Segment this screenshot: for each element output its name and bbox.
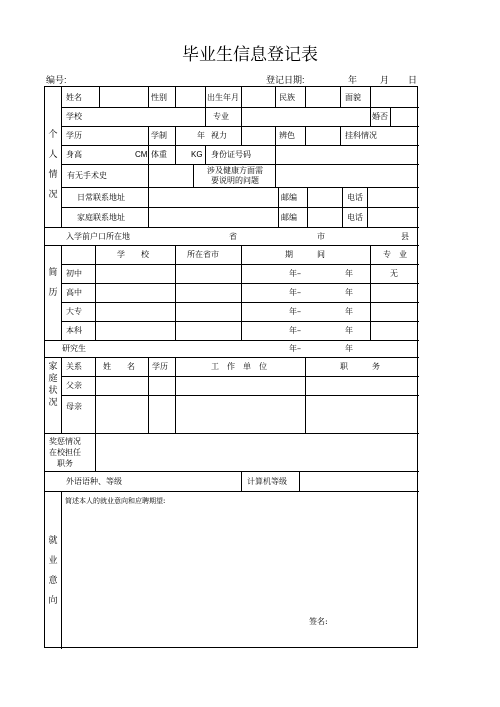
resume-major-header: 专 业 xyxy=(383,250,407,259)
col-rule xyxy=(148,145,149,164)
row-rule xyxy=(61,302,419,303)
col-rule xyxy=(148,357,149,433)
col-rule xyxy=(241,107,242,126)
family-relation: 父亲 xyxy=(66,381,82,390)
col-rule xyxy=(175,357,176,433)
col-rule xyxy=(299,471,300,491)
col-rule xyxy=(305,357,306,433)
awards-label-2: 在校担任 xyxy=(49,448,81,457)
name-label: 姓名 xyxy=(66,93,82,102)
weight-label: 体重 xyxy=(151,150,167,159)
serial-label: 编号: xyxy=(46,75,67,85)
school-label: 学校 xyxy=(66,112,82,121)
col-rule xyxy=(175,245,176,340)
section-rule xyxy=(45,471,419,472)
health-note-label-2: 要说明的问题 xyxy=(211,176,259,185)
signature-label: 签名: xyxy=(309,617,328,626)
study-length-label: 学制 xyxy=(151,131,167,140)
family-relation-header: 关系 xyxy=(66,362,82,371)
postcode-label-2: 邮编 xyxy=(281,213,297,222)
id-number-input[interactable] xyxy=(278,147,416,163)
county-label: 县 xyxy=(401,232,409,241)
col-rule xyxy=(205,87,206,107)
col-rule xyxy=(175,87,176,107)
col-rule xyxy=(370,87,371,107)
col-rule xyxy=(340,126,341,145)
section-rule xyxy=(45,227,419,228)
col-rule xyxy=(61,357,62,433)
row-rule xyxy=(61,107,419,108)
row-rule xyxy=(61,376,419,377)
col-rule xyxy=(275,126,276,145)
row-rule xyxy=(61,264,419,265)
registration-form xyxy=(44,86,418,648)
resume-period-header: 期 间 xyxy=(285,250,325,259)
row-rule xyxy=(61,207,419,208)
family-section-title: 家庭状况 xyxy=(48,362,58,408)
school-input[interactable] xyxy=(101,109,201,125)
awards-label-1: 奖惩情况 xyxy=(49,437,81,446)
id-number-label: 身份证号码 xyxy=(211,150,251,159)
col-rule xyxy=(205,107,206,126)
marital-label: 婚否 xyxy=(372,112,388,121)
year-unit-label: 年 xyxy=(197,131,205,140)
politics-label: 面貌 xyxy=(345,93,361,102)
computer-level-label: 计算机等级 xyxy=(247,477,287,486)
year-label: 年 xyxy=(348,75,358,85)
failed-courses-label: 挂科情况 xyxy=(345,131,377,140)
resume-major-value: 无 xyxy=(390,269,398,278)
col-rule xyxy=(370,107,371,126)
col-rule xyxy=(61,245,62,340)
gender-label: 性别 xyxy=(151,93,167,102)
resume-location-header: 所在省市 xyxy=(187,250,219,259)
section-rule xyxy=(45,433,419,434)
province-label: 省 xyxy=(229,232,237,241)
resume-period-from: 年– xyxy=(289,326,301,335)
col-rule xyxy=(275,164,276,187)
resume-period-from: 年– xyxy=(289,288,301,297)
row-rule xyxy=(61,321,419,322)
reg-day-input[interactable] xyxy=(390,72,404,84)
col-rule xyxy=(241,126,242,145)
intention-section-title: 就业意向 xyxy=(48,536,58,606)
page-title: 毕业生信息登记表 xyxy=(182,45,318,65)
reg-date-label: 登记日期: xyxy=(266,75,305,85)
resume-period-from: 年– xyxy=(289,269,301,278)
vision-label: 视力 xyxy=(211,131,227,140)
resume-row-label: 本科 xyxy=(66,326,82,335)
col-rule xyxy=(205,145,206,164)
resume-school-header: 学 校 xyxy=(117,250,149,259)
section-rule xyxy=(45,357,419,358)
col-rule xyxy=(241,87,242,107)
foreign-language-input[interactable] xyxy=(175,474,237,489)
col-rule xyxy=(367,187,368,227)
col-rule xyxy=(307,187,308,227)
col-rule xyxy=(370,245,371,340)
intention-prompt: 简述本人的就业意向和应聘期望: xyxy=(65,497,166,505)
birth-label: 出生年月 xyxy=(207,93,239,102)
awards-label-3: 职务 xyxy=(57,459,73,468)
cm-unit: CM xyxy=(135,150,148,159)
col-rule xyxy=(95,357,96,433)
resume-period-to: 年 xyxy=(345,307,353,316)
resume-period-from: 年– xyxy=(289,307,301,316)
col-rule xyxy=(390,107,391,126)
height-label: 身高 xyxy=(66,150,82,159)
resume-row-label: 高中 xyxy=(66,288,82,297)
ethnicity-label: 民族 xyxy=(279,93,295,102)
phone-label: 电话 xyxy=(347,193,363,202)
home-address-label: 家庭联系地址 xyxy=(77,213,125,222)
resume-row-label: 大专 xyxy=(66,307,82,316)
family-relation: 母亲 xyxy=(66,402,82,411)
resume-row-label: 研究生 xyxy=(62,344,86,353)
col-rule xyxy=(61,491,62,649)
name-input[interactable] xyxy=(101,89,145,105)
col-rule xyxy=(95,245,96,340)
resume-period-to: 年 xyxy=(345,269,353,278)
postcode-label: 邮编 xyxy=(281,193,297,202)
col-rule xyxy=(148,87,149,107)
row-rule xyxy=(61,164,419,165)
reg-year-input[interactable] xyxy=(312,72,342,84)
computer-level-input[interactable] xyxy=(303,474,413,489)
col-rule xyxy=(175,126,176,145)
row-rule xyxy=(61,283,419,284)
color-vision-label: 辨色 xyxy=(279,131,295,140)
signature-input[interactable] xyxy=(335,614,405,629)
degree-label: 学历 xyxy=(66,131,82,140)
personal-section-title: 个人情况 xyxy=(48,130,58,200)
resume-row-label: 初中 xyxy=(66,269,82,278)
family-work-header: 工 作 单 位 xyxy=(211,362,267,371)
day-label: 日 xyxy=(408,75,418,85)
row-rule xyxy=(61,145,419,146)
col-rule xyxy=(193,164,194,187)
phone-label-2: 电话 xyxy=(347,213,363,222)
col-rule xyxy=(305,126,306,145)
section-rule xyxy=(45,245,419,246)
major-input[interactable] xyxy=(245,109,365,125)
intention-input[interactable] xyxy=(65,509,413,609)
row-rule xyxy=(61,187,419,188)
health-note-input[interactable] xyxy=(278,167,416,185)
resume-period-to: 年 xyxy=(345,326,353,335)
section-rule xyxy=(45,340,419,341)
hukou-label: 入学前户口所在地 xyxy=(66,232,130,241)
col-rule xyxy=(275,87,276,107)
col-rule xyxy=(305,87,306,107)
reg-month-input[interactable] xyxy=(358,72,376,84)
col-rule xyxy=(61,87,62,227)
section-rule xyxy=(45,491,419,492)
resume-period-to: 年 xyxy=(345,288,353,297)
health-note-label-1: 涉及健康方面需 xyxy=(207,166,263,175)
resume-section-title: 简历 xyxy=(48,268,58,298)
city-label: 市 xyxy=(317,232,325,241)
col-rule xyxy=(95,433,96,471)
row-rule xyxy=(61,395,419,396)
col-rule xyxy=(275,145,276,164)
col-rule xyxy=(148,164,149,187)
daily-address-label: 日常联系地址 xyxy=(77,193,125,202)
col-rule xyxy=(148,126,149,145)
major-label: 专业 xyxy=(213,112,229,121)
awards-input[interactable] xyxy=(98,436,414,468)
resume-period-from: 年– xyxy=(289,344,301,353)
col-rule xyxy=(175,145,176,164)
daily-address-input[interactable] xyxy=(151,190,275,206)
col-rule xyxy=(278,187,279,227)
col-rule xyxy=(241,245,242,340)
foreign-language-label: 外语语种、等级 xyxy=(66,477,122,486)
surgery-label: 有无手术史 xyxy=(67,171,107,180)
family-name-header: 姓 名 xyxy=(103,362,135,371)
col-rule xyxy=(148,187,149,227)
serial-input[interactable] xyxy=(72,72,192,84)
kg-unit: KG xyxy=(191,150,203,159)
month-label: 月 xyxy=(380,75,390,85)
col-rule xyxy=(241,471,242,491)
col-rule xyxy=(340,87,341,107)
home-address-input[interactable] xyxy=(151,210,275,226)
col-rule xyxy=(99,87,100,107)
row-rule xyxy=(61,126,419,127)
col-rule xyxy=(342,187,343,227)
family-position-header: 职 务 xyxy=(340,362,380,371)
resume-period-to: 年 xyxy=(345,344,353,353)
family-degree-header: 学历 xyxy=(152,362,168,371)
